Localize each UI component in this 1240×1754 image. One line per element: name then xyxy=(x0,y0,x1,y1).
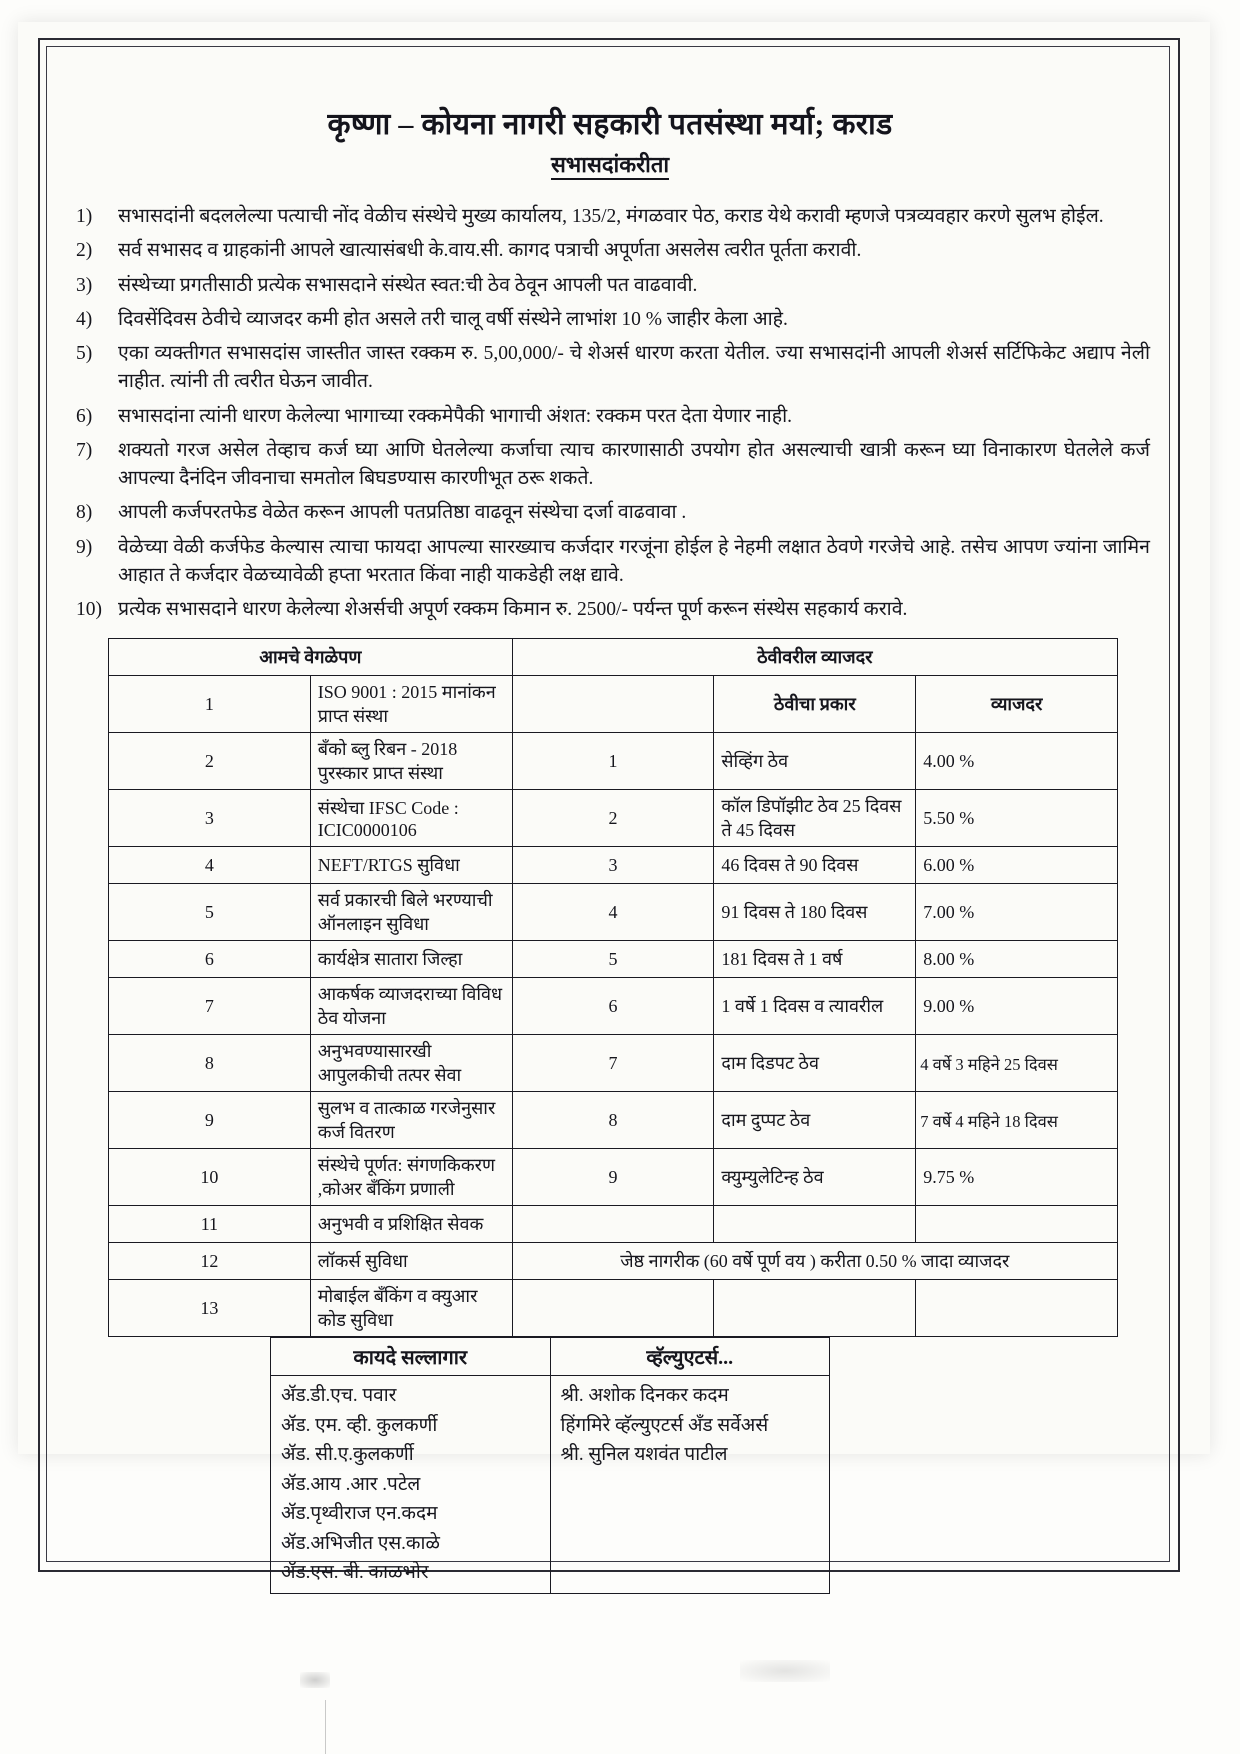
deposit-type-blank xyxy=(714,1206,916,1243)
deposit-index: 2 xyxy=(512,790,714,847)
list-item: ॲड.पृथ्वीराज एन.कदम xyxy=(281,1503,438,1525)
feature-index: 6 xyxy=(109,941,311,978)
deposit-index-blank xyxy=(512,676,714,733)
table-row xyxy=(109,1206,1118,1243)
table-row xyxy=(109,884,1118,941)
deposit-type: 91 दिवस ते 180 दिवस xyxy=(714,884,916,941)
features-and-deposits-table xyxy=(108,638,1118,1337)
notice-point-text: आपली कर्जपरतफेड वेळेत करून आपली पतप्रतिष्ठा वाढवून संस्थेचा दर्जा वाढवावा . xyxy=(118,502,687,524)
list-item: हिंगमिरे व्हॅल्युएटर्स अँड सर्वेअर्स xyxy=(560,1414,769,1436)
deposit-rate: 9.75 % xyxy=(916,1149,1118,1206)
valuers-list xyxy=(550,1376,830,1593)
table-row xyxy=(109,847,1118,884)
deposit-rate-blank xyxy=(916,1206,1118,1243)
notice-point xyxy=(70,203,1150,231)
deposit-index-blank xyxy=(512,1280,714,1337)
notice-point-text: संस्थेच्या प्रगतीसाठी प्रत्येक सभासदाने संस्थेत स्वत:ची ठेव ठेवून आपली पत वाढवावी. xyxy=(118,274,698,296)
list-item: ॲड. सी.ए.कुलकर्णी xyxy=(281,1444,414,1466)
table-row xyxy=(109,1149,1118,1206)
feature-index: 10 xyxy=(109,1149,311,1206)
page-title: कृष्णा – कोयना नागरी सहकारी पतसंस्था मर्या; कराड xyxy=(327,108,893,141)
list-item: ॲड.डी.एच. पवार xyxy=(281,1385,397,1407)
main-tables-wrap xyxy=(70,638,1150,1337)
feature-text: मोबाईल बँकिंग व क्युआर कोड सुविधा xyxy=(310,1280,512,1337)
deposit-type: सेव्हिंग ठेव xyxy=(714,733,916,790)
feature-index: 7 xyxy=(109,978,311,1035)
deposit-index: 8 xyxy=(512,1092,714,1149)
notice-point-text: सभासदांनी बदललेल्या पत्याची नोंद वेळीच संस्थेचे मुख्य कार्यालय, 135/2, मंगळवार पेठ, कराड येथे करावी म्हणजे पत्रव्यवहार करणे सुलभ होईल. xyxy=(118,206,1104,227)
scan-smudge xyxy=(300,1672,330,1688)
document-content xyxy=(70,80,1150,1594)
table-row xyxy=(109,1243,1118,1280)
deposit-rate: 7 वर्षे 4 महिने 18 दिवस xyxy=(916,1092,1118,1149)
feature-text: आकर्षक व्याजदराच्या विविध ठेव योजना xyxy=(310,978,512,1035)
scan-edge-line xyxy=(325,1700,326,1754)
notice-point-number: 6) xyxy=(76,405,93,427)
feature-index: 9 xyxy=(109,1092,311,1149)
deposit-rate: 9.00 % xyxy=(916,978,1118,1035)
notice-point xyxy=(70,272,1150,300)
feature-text: अनुभवण्यासारखी आपुलकीची तत्पर सेवा xyxy=(310,1035,512,1092)
feature-text: ISO 9001 : 2015 मानांकन प्राप्त संस्था xyxy=(310,676,512,733)
notice-point-text: सर्व सभासद व ग्राहकांनी आपले खात्यासंबधी के.वाय.सी. कागद पत्राची अपूर्णता असलेस त्वरीत पूर्तता करावी. xyxy=(118,240,862,262)
page-subtitle-text: सभासदांकरीता xyxy=(551,152,669,180)
feature-text: सुलभ व तात्काळ गरजेनुसार कर्ज वितरण xyxy=(310,1092,512,1149)
deposit-rate-blank xyxy=(916,1280,1118,1337)
deposit-index: 5 xyxy=(512,941,714,978)
deposit-rate: 6.00 % xyxy=(916,847,1118,884)
notice-point-number: 9) xyxy=(76,536,93,558)
notice-point-text: प्रत्येक सभासदाने धारण केलेल्या शेअर्सची अपूर्ण रक्कम किमान रु. 2500/- पर्यन्त पूर्ण करून संस्थेस सहकार्य करावे. xyxy=(118,599,908,621)
notice-point-number: 5) xyxy=(76,343,93,365)
list-item: श्री. सुनिल यशवंत पाटील xyxy=(560,1444,728,1466)
notice-point xyxy=(70,499,1150,527)
table-row xyxy=(109,1092,1118,1149)
feature-text: लॉकर्स सुविधा xyxy=(310,1243,512,1280)
feature-index: 13 xyxy=(109,1280,311,1337)
feature-index: 3 xyxy=(109,790,311,847)
notice-point-number: 4) xyxy=(76,308,93,330)
deposit-index: 9 xyxy=(512,1149,714,1206)
table-row xyxy=(109,639,1118,676)
table-row xyxy=(109,790,1118,847)
feature-text: बँको ब्लु रिबन - 2018 पुरस्कार प्राप्त संस्था xyxy=(310,733,512,790)
deposit-index: 6 xyxy=(512,978,714,1035)
feature-index: 12 xyxy=(109,1243,311,1280)
feature-text: अनुभवी व प्रशिक्षित सेवक xyxy=(310,1206,512,1243)
advisors-header: कायदे सल्लागार xyxy=(271,1338,551,1376)
deposit-type-header: ठेवीचा प्रकार xyxy=(714,676,916,733)
notice-point-text: दिवसेंदिवस ठेवीचे व्याजदर कमी होत असले तरी चालू वर्षी संस्थेने लाभांश 10 % जाहीर केला आहे. xyxy=(118,308,788,330)
notice-point-number: 8) xyxy=(76,502,93,524)
feature-text: संस्थेचा IFSC Code : ICIC0000106 xyxy=(310,790,512,847)
deposit-type: 46 दिवस ते 90 दिवस xyxy=(714,847,916,884)
deposit-index: 4 xyxy=(512,884,714,941)
deposit-rate: 8.00 % xyxy=(916,941,1118,978)
deposit-rate-header: व्याजदर xyxy=(916,676,1118,733)
senior-citizen-note: जेष्ठ नागरीक (60 वर्षे पूर्ण वय ) करीता 0.50 % जादा व्याजदर xyxy=(512,1243,1117,1280)
table-row xyxy=(271,1376,830,1593)
feature-index: 5 xyxy=(109,884,311,941)
deposit-index-blank xyxy=(512,1206,714,1243)
notice-point xyxy=(70,237,1150,265)
notice-point xyxy=(70,306,1150,334)
page-subtitle xyxy=(70,149,1150,179)
deposit-rate: 4 वर्षे 3 महिने 25 दिवस xyxy=(916,1035,1118,1092)
notice-point xyxy=(70,403,1150,431)
notice-point-number: 7) xyxy=(76,439,93,461)
notice-points-list xyxy=(70,203,1150,624)
table-row xyxy=(109,733,1118,790)
notice-point-number: 2) xyxy=(76,240,93,262)
deposits-section-header: ठेवीवरील व्याजदर xyxy=(512,639,1117,676)
feature-text: संस्थेचे पूर्णत: संगणकिकरण ,कोअर बँकिंग प्रणाली xyxy=(310,1149,512,1206)
deposit-type-blank xyxy=(714,1280,916,1337)
feature-index: 8 xyxy=(109,1035,311,1092)
advisors-list xyxy=(271,1376,551,1593)
deposit-rate: 4.00 % xyxy=(916,733,1118,790)
deposit-type: 1 वर्षे 1 दिवस व त्यावरील xyxy=(714,978,916,1035)
deposit-type: दाम दुप्पट ठेव xyxy=(714,1092,916,1149)
deposit-type: 181 दिवस ते 1 वर्ष xyxy=(714,941,916,978)
deposit-type: दाम दिडपट ठेव xyxy=(714,1035,916,1092)
notice-point xyxy=(70,596,1150,624)
notice-point xyxy=(70,534,1150,591)
deposit-type: कॉल डिपॉझीट ठेव 25 दिवस ते 45 दिवस xyxy=(714,790,916,847)
list-item: ॲड.अभिजीत एस.काळे xyxy=(281,1532,440,1554)
feature-index: 2 xyxy=(109,733,311,790)
deposit-rate: 7.00 % xyxy=(916,884,1118,941)
table-row xyxy=(109,676,1118,733)
notice-point-text: शक्यतो गरज असेल तेव्हाच कर्ज घ्या आणि घेतलेल्या कर्जाचा त्याच कारणासाठी उपयोग होत असल्याची खात्री करून घ्या विनाकारण घेतलेले कर्ज आपल्या दैनंदिन जीवनाचा समतोल बिघडण्यास कारणीभूत ठरू शकते. xyxy=(118,439,1150,490)
notice-point xyxy=(70,437,1150,494)
notice-point-number: 1) xyxy=(76,206,93,227)
deposit-rate: 5.50 % xyxy=(916,790,1118,847)
feature-text: कार्यक्षेत्र सातारा जिल्हा xyxy=(310,941,512,978)
notice-point-number: 3) xyxy=(76,274,93,296)
list-item: ॲड.एस. बी. काळभोर xyxy=(281,1562,429,1584)
advisors-valuers-table xyxy=(270,1337,830,1593)
table-row xyxy=(109,1280,1118,1337)
list-item: श्री. अशोक दिनकर कदम xyxy=(560,1385,729,1407)
notice-point-text: वेळेच्या वेळी कर्जफेड केल्यास त्याचा फायदा आपल्या सारख्याच कर्जदार गरजूंना होईल हे नेहमी लक्षात ठेवणे गरजेचे आहे. तसेच आपण ज्यांना जामिन आहात ते कर्जदार वेळच्यावेळी हप्ता भरतात किंवा नाही याकडेही लक्ष द्यावे. xyxy=(118,536,1150,586)
feature-index: 4 xyxy=(109,847,311,884)
features-section-header: आमचे वेगळेपण xyxy=(109,639,513,676)
table-row xyxy=(109,978,1118,1035)
list-item: ॲड.आय .आर .पटेल xyxy=(281,1473,421,1495)
notice-point-text: एका व्यक्तीगत सभासदांस जास्तीत जास्त रक्कम रु. 5,00,000/- चे शेअर्स धारण करता येतील. ज्या सभासदांनी आपली शेअर्स सर्टिफिकेट अद्याप नेली नाहीत. त्यांनी ती त्वरीत घेऊन जावीत. xyxy=(118,343,1150,393)
table-row xyxy=(109,1035,1118,1092)
list-item: ॲड. एम. व्ही. कुलकर्णी xyxy=(281,1414,438,1436)
deposit-index: 3 xyxy=(512,847,714,884)
feature-text: NEFT/RTGS सुविधा xyxy=(310,847,512,884)
table-row xyxy=(109,941,1118,978)
table-row xyxy=(271,1338,830,1376)
feature-index: 1 xyxy=(109,676,311,733)
feature-index: 11 xyxy=(109,1206,311,1243)
notice-point-text: सभासदांना त्यांनी धारण केलेल्या भागाच्या रक्कमेपैकी भागाची अंशत: रक्कम परत देता येणार नाही. xyxy=(118,405,793,427)
scan-smudge-secondary xyxy=(740,1660,830,1682)
notice-point-number: 10) xyxy=(76,599,102,621)
notice-point xyxy=(70,340,1150,397)
deposit-index: 7 xyxy=(512,1035,714,1092)
bottom-tables-wrap xyxy=(270,1337,830,1593)
deposit-index: 1 xyxy=(512,733,714,790)
feature-text: सर्व प्रकारची बिले भरण्याची ऑनलाइन सुविधा xyxy=(310,884,512,941)
valuers-header: व्हॅल्युएटर्स... xyxy=(550,1338,830,1376)
deposit-type: क्युम्युलेटिन्ह ठेव xyxy=(714,1149,916,1206)
